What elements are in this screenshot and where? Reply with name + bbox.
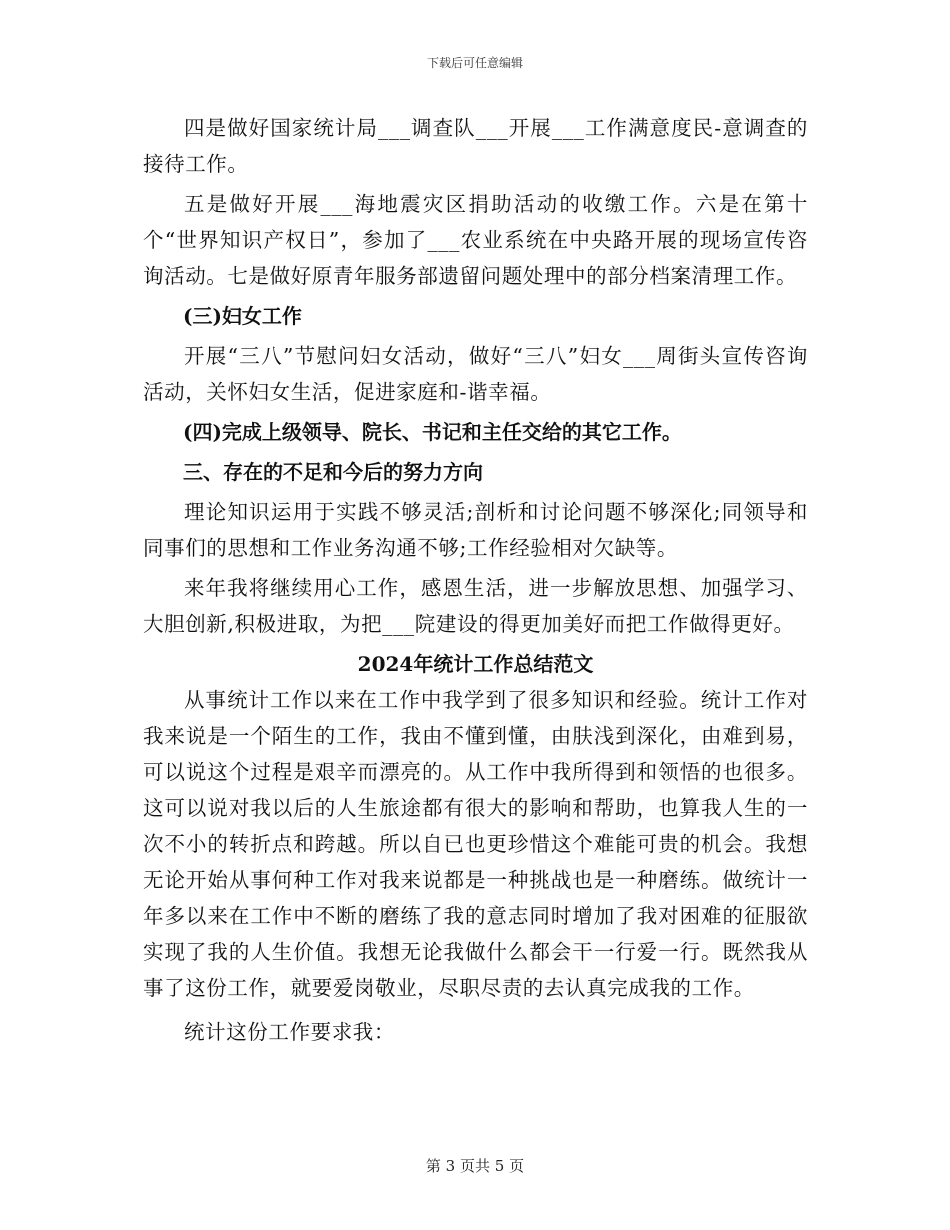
paragraph-item-4: 四是做好国家统计局___调查队___开展___工作满意度民-意调查的接待工作。	[143, 116, 808, 176]
paragraph-item-5-7: 五是做好开展___海地震灾区捐助活动的收缴工作。六是在第十个“世界知识产权日”，参加了___农业系统在中央路开展的现场宣传咨询活动。七是做好原青年服务部遗留问题处理中的部分档案清理工作。	[143, 192, 808, 288]
paragraph-statistics-requirements: 统计这份工作要求我：	[184, 1020, 395, 1044]
page-header: 下载后可任意编辑	[426, 56, 523, 70]
section-heading-other-work: (四)完成上级领导、院长、书记和主任交给的其它工作。	[183, 420, 682, 444]
section-heading-women-work: (三)妇女工作	[183, 304, 302, 328]
document-body	[143, 110, 808, 1050]
paragraph-shortcomings: 理论知识运用于实践不够灵活;剖析和讨论问题不够深化;同领导和同事们的思想和工作业务沟通不够;工作经验相对欠缺等。	[143, 500, 808, 560]
document-title: 2024年统计工作总结范文	[357, 652, 594, 676]
page-footer: 第 3 页共 5 页	[425, 1157, 525, 1175]
paragraph-women-work: 开展“三八”节慰问妇女活动，做好“三八”妇女___周街头宣传咨询活动，关怀妇女生活，促进家庭和-谐幸福。	[143, 344, 808, 404]
section-heading-shortcomings: 三、存在的不足和今后的努力方向	[183, 460, 483, 484]
paragraph-next-year: 来年我将继续用心工作，感恩生活，进一步解放思想、加强学习、大胆创新,积极进取，为把___院建设的得更加美好而把工作做得更好。	[143, 576, 808, 636]
paragraph-statistics-experience: 从事统计工作以来在工作中我学到了很多知识和经验。统计工作对我来说是一个陌生的工作，我由不懂到懂，由肤浅到深化，由难到易，可以说这个过程是艰辛而漂亮的。从工作中我所得到和领悟的也很多。这可以说对我以后的人生旅途都有很大的影响和帮助，也算我人生的一次不小的转折点和跨越。所以自已也更珍惜这个难能可贵的机会。我想无论开始从事何种工作对我来说都是一种挑战也是一种磨练。做统计一年多以来在工作中不断的磨练了我的意志同时增加了我对困难的征服欲实现了我的人生价值。我想无论我做什么都会干一行爱一行。既然我从事了这份工作，就要爱岗敬业，尽职尽责的去认真完成我的工作。	[143, 688, 808, 1000]
